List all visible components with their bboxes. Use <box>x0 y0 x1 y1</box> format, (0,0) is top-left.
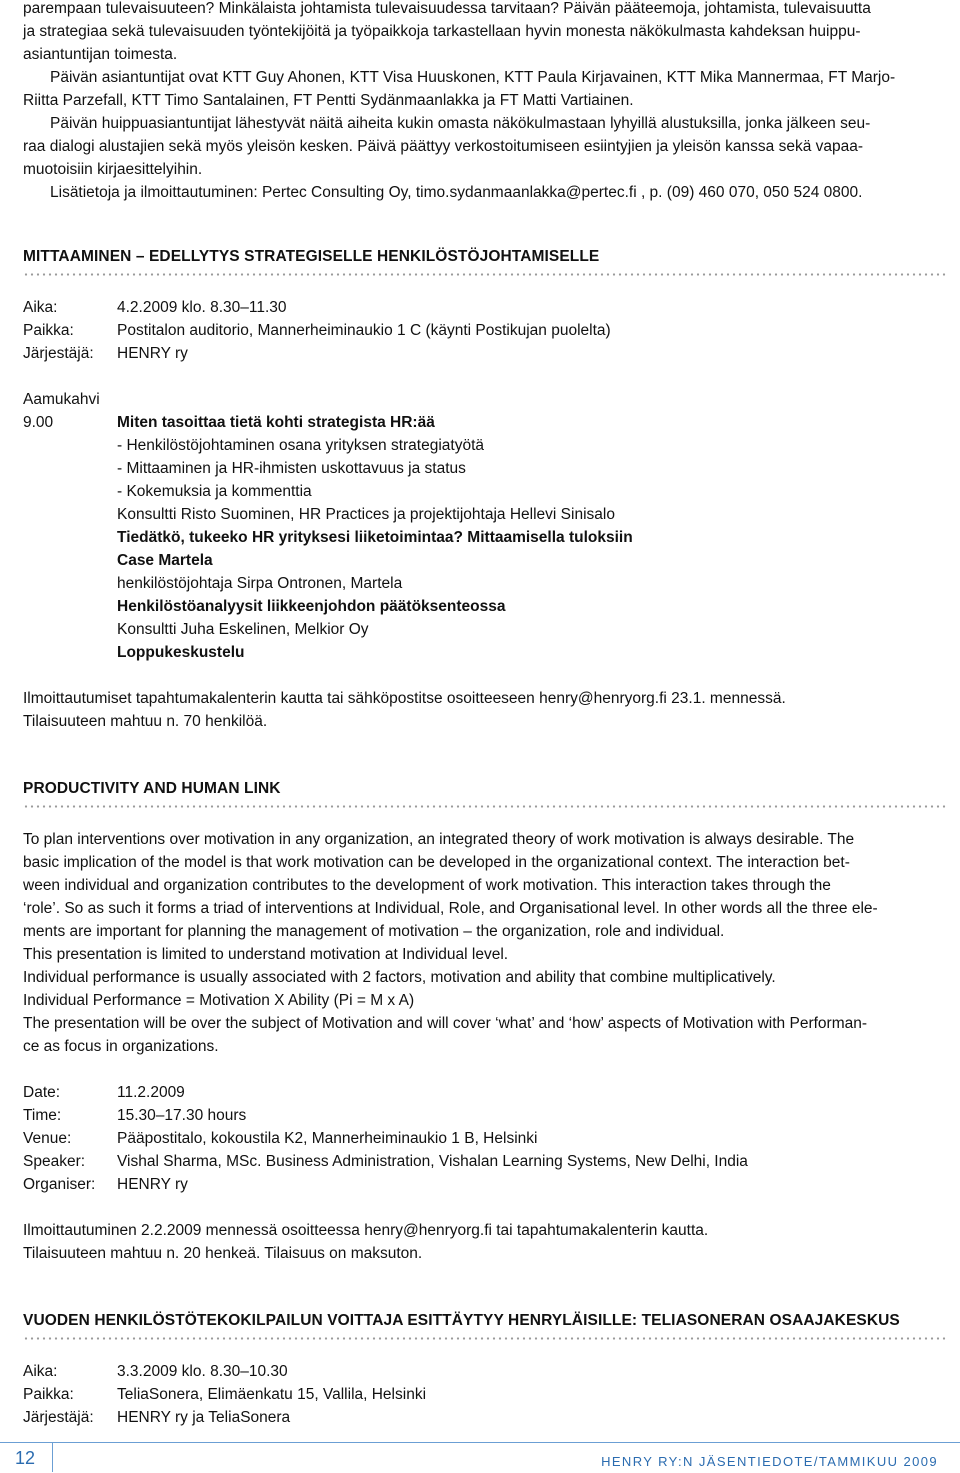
section-title: MITTAAMINEN – EDELLYTYS STRATEGISELLE HENKILÖSTÖJOHTAMISELLE <box>23 248 600 265</box>
meta-value: 15.30–17.30 hours <box>117 1107 247 1124</box>
event-section-measurement <box>23 246 948 733</box>
text-line: Individual performance is usually associated with 2 factors, motivation and ability that combine multiplicatively. <box>23 969 776 986</box>
meta-row <box>23 1406 948 1429</box>
text-line: To plan interventions over motivation in any organization, an integrated theory of work motivation is always desirable. The <box>23 831 855 848</box>
meta-label: Speaker: <box>23 1153 86 1170</box>
program-item: - Mittaaminen ja HR-ihmisten uskottavuus ja status <box>117 460 466 477</box>
page-content <box>23 0 948 1429</box>
meta-label: Time: <box>23 1107 62 1124</box>
meta-row <box>23 296 948 319</box>
meta-value: Pääpostitalo, kokoustila K2, Mannerheiminaukio 1 B, Helsinki <box>117 1130 538 1147</box>
footer-separator <box>52 1442 53 1472</box>
meta-row <box>23 1127 948 1150</box>
intro-paragraph-1 <box>23 0 948 66</box>
program-item: Tiedätkö, tukeeko HR yrityksesi liiketoimintaa? Mittaamisella tuloksiin <box>117 529 633 546</box>
meta-row <box>23 1173 948 1196</box>
program-block <box>23 411 948 664</box>
meta-row <box>23 1104 948 1127</box>
dotted-divider <box>23 273 948 276</box>
program-item: Konsultti Risto Suominen, HR Practices ja projektijohtaja Hellevi Sinisalo <box>117 506 615 523</box>
section-title: VUODEN HENKILÖSTÖTEKOKILPAILUN VOITTAJA ESITTÄYTYY HENRYLÄISILLE: TELIASONERAN OSAAJAKESKUS <box>23 1312 900 1329</box>
program-item: henkilöstöjohtaja Sirpa Ontronen, Martela <box>117 575 403 592</box>
event-section-productivity <box>23 778 948 1265</box>
text-line: ‘role’. So as such it forms a triad of interventions at Individual, Role, and Organisational level. In other words all the three ele- <box>23 900 878 917</box>
program-item: Case Martela <box>117 552 213 569</box>
program-item: - Kokemuksia ja kommenttia <box>117 483 312 500</box>
section-title: PRODUCTIVITY AND HUMAN LINK <box>23 780 281 797</box>
meta-value: HENRY ry ja TeliaSonera <box>117 1409 291 1426</box>
meta-label: Venue: <box>23 1130 72 1147</box>
text-line: muotoisiin kirjaesittelyihin. <box>23 161 203 178</box>
meta-row <box>23 319 948 342</box>
intro-paragraph-2 <box>23 66 948 112</box>
text-line: This presentation is limited to understand motivation at Individual level. <box>23 946 509 963</box>
meta-value: HENRY ry <box>117 345 188 362</box>
meta-row <box>23 342 948 365</box>
text-line: Lisätietoja ja ilmoittautuminen: Pertec Consulting Oy, timo.sydanmaanlakka@pertec.fi , p. (09) 460 070, 050 524 0800. <box>50 184 863 201</box>
text-line: asiantuntijan toimesta. <box>23 46 178 63</box>
meta-value: Postitalon auditorio, Mannerheiminaukio 1 C (käynti Postikujan puolelta) <box>117 322 611 339</box>
meta-label: Paikka: <box>23 322 74 339</box>
text-line: Päivän asiantuntijat ovat KTT Guy Ahonen, KTT Visa Huuskonen, KTT Paula Kirjavainen, KTT Mika Mannermaa, FT Marjo- <box>50 69 896 86</box>
program-item: - Henkilöstöjohtaminen osana yrityksen strategiatyötä <box>117 437 485 454</box>
text-line: Tilaisuuteen mahtuu n. 70 henkilöä. <box>23 713 268 730</box>
meta-row <box>23 1150 948 1173</box>
text-line: ments are important for planning the management of motivation – the organization, role and individual. <box>23 923 725 940</box>
text-line: basic implication of the model is that work motivation can be developed in the organizational context. The interaction bet- <box>23 854 850 871</box>
page-number: 12 <box>14 1448 36 1468</box>
text-line: ce as focus in organizations. <box>23 1038 219 1055</box>
meta-label: Aika: <box>23 1363 58 1380</box>
event-section-teliasonera <box>23 1310 948 1429</box>
registration-note <box>23 1219 948 1265</box>
program-pre-item: Aamukahvi <box>23 391 100 408</box>
meta-label: Järjestäjä: <box>23 1409 94 1426</box>
text-line: Tilaisuuteen mahtuu n. 20 henkeä. Tilaisuus on maksuton. <box>23 1245 423 1262</box>
text-line: Individual Performance = Motivation X Ability (Pi = M x A) <box>23 992 415 1009</box>
text-line: The presentation will be over the subject of Motivation and will cover ‘what’ and ‘how’ aspects of Motivation with Performan- <box>23 1015 868 1032</box>
page-footer <box>0 1442 960 1472</box>
footer-rule <box>0 1442 960 1443</box>
registration-note <box>23 687 948 733</box>
meta-value: 3.3.2009 klo. 8.30–10.30 <box>117 1363 288 1380</box>
meta-label: Paikka: <box>23 1386 74 1403</box>
meta-value: Vishal Sharma, MSc. Business Administration, Vishalan Learning Systems, New Delhi, India <box>117 1153 748 1170</box>
dotted-divider <box>23 1337 948 1340</box>
body-text <box>23 828 948 1058</box>
text-line: parempaan tulevaisuuteen? Minkälaista johtamista tulevaisuudessa tarvitaan? Päivän pääteemoja, johtamista, tulevaisuutta <box>23 0 871 17</box>
meta-label: Organiser: <box>23 1176 96 1193</box>
program-time: 9.00 <box>23 414 54 431</box>
dotted-divider <box>23 805 948 808</box>
text-line: Päivän huippuasiantuntijat lähestyvät näitä aiheita kukin omasta näkökulmastaan lyhyillä alustuksilla, jonka jälkeen seu- <box>50 115 871 132</box>
meta-row <box>23 1360 948 1383</box>
text-line: raa dialogi alustajien sekä myös yleisön kesken. Päivä päättyy verkostoitumiseen esiintyjien ja yleisön kanssa sekä vapaa- <box>23 138 864 155</box>
program-list <box>117 411 948 664</box>
program-item: Miten tasoittaa tietä kohti strategista HR:ää <box>117 414 435 431</box>
text-line: ja strategiaa sekä tulevaisuuden työntekijöitä ja työpaikkoja tarkastellaan hyvin monesta näkökulmasta kahdeksan huippu- <box>23 23 861 40</box>
meta-value: TeliaSonera, Elimäenkatu 15, Vallila, Helsinki <box>117 1386 427 1403</box>
text-line: ween individual and organization contributes to the development of work motivation. This interaction takes through the <box>23 877 831 894</box>
program-item: Konsultti Juha Eskelinen, Melkior Oy <box>117 621 369 638</box>
meta-value: 4.2.2009 klo. 8.30–11.30 <box>117 299 287 316</box>
intro-paragraph-3 <box>23 112 948 181</box>
meta-row <box>23 1081 948 1104</box>
meta-value: 11.2.2009 <box>117 1084 185 1101</box>
meta-value: HENRY ry <box>117 1176 188 1193</box>
text-line: Ilmoittautumiset tapahtumakalenterin kautta tai sähköpostitse osoitteeseen henry@henryorg.fi 23.1. mennessä. <box>23 690 786 707</box>
text-line: Riitta Parzefall, KTT Timo Santalainen, FT Pentti Sydänmaanlakka ja FT Matti Vartiainen. <box>23 92 634 109</box>
meta-row <box>23 1383 948 1406</box>
meta-label: Järjestäjä: <box>23 345 94 362</box>
program-item: Henkilöstöanalyysit liikkeenjohdon päätöksenteossa <box>117 598 506 615</box>
meta-label: Aika: <box>23 299 58 316</box>
publication-title: HENRY RY:N JÄSENTIEDOTE/TAMMIKUU 2009 <box>601 1454 938 1469</box>
text-line: Ilmoittautuminen 2.2.2009 mennessä osoitteessa henry@henryorg.fi tai tapahtumakalenterin kautta. <box>23 1222 709 1239</box>
meta-label: Date: <box>23 1084 61 1101</box>
intro-contact-info <box>23 181 948 204</box>
program-item: Loppukeskustelu <box>117 644 245 661</box>
